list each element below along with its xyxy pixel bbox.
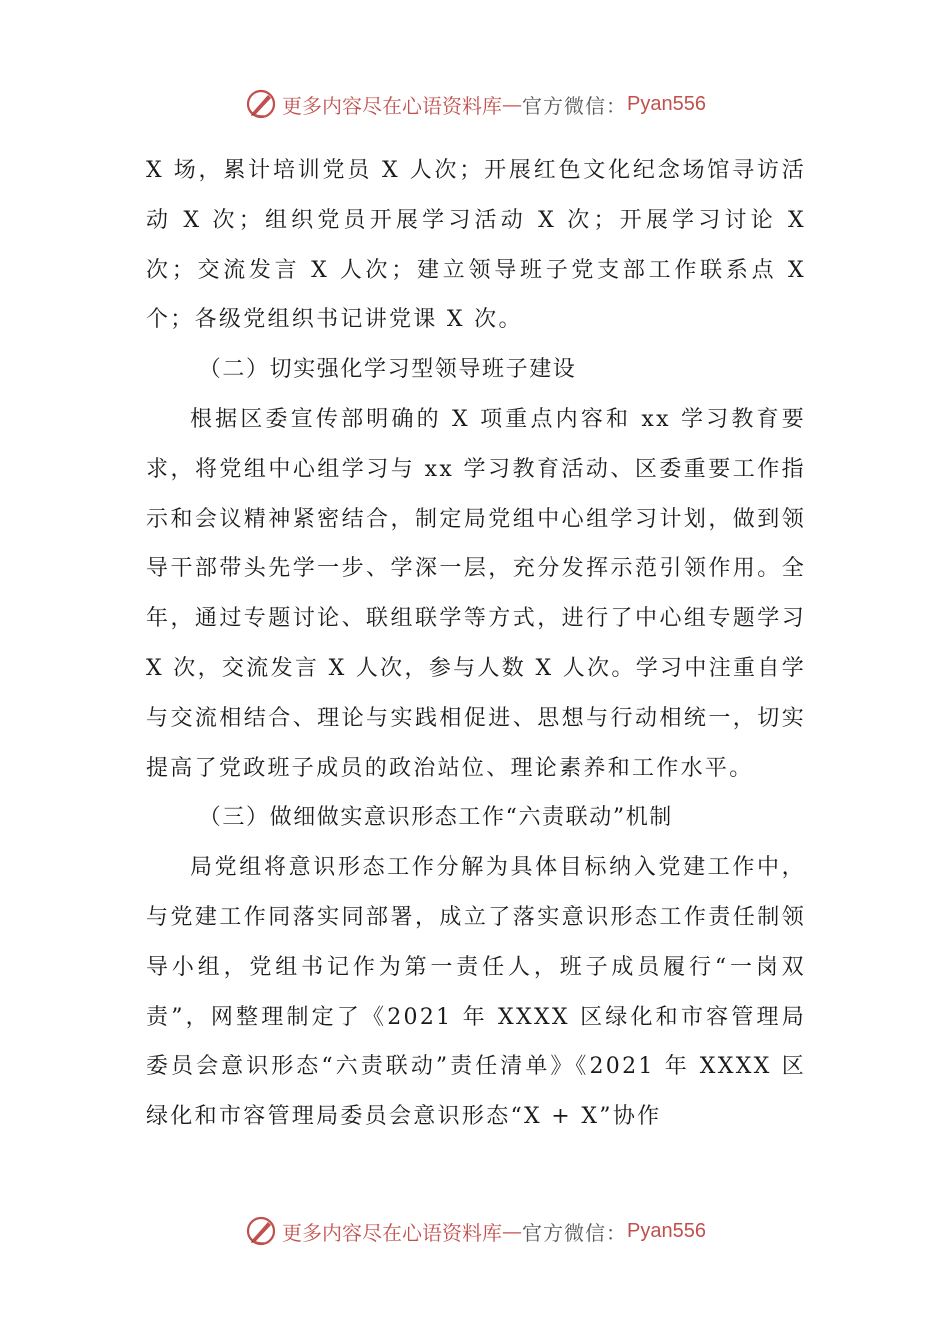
banner-main-text: 更多内容尽在心语资料库 xyxy=(282,93,503,118)
banner-dash: — xyxy=(502,1219,523,1243)
banner-wechat-id: Pyan556 xyxy=(627,1219,706,1242)
banner-main-text: 更多内容尽在心语资料库 xyxy=(282,1220,503,1245)
section-heading-2: （二）切实强化学习型领导班子建设 xyxy=(198,357,577,383)
banner-dash: — xyxy=(502,92,523,116)
paragraph-ideology-work: 局党组将意识形态工作分解为具体目标纳入党建工作中，与党建工作同落实同部署，成立了落实意识形态工作责任制领导小组，党组书记作为第一责任人，班子成员履行“一岗双责”，网整理制定了《2021 年 XXXX 区绿化和市容管理局委员会意识形态“六责联动”责任清单》《2021 年 XXXX 区绿化和市容管理局委员会意识形态“X + X”协作 xyxy=(146,855,806,1130)
paragraph-continuation: X 场，累计培训党员 X 人次；开展红色文化纪念场馆寻访活动 X 次；组织党员开展学习活动 X 次；开展学习讨论 X 次；交流发言 X 人次；建立领导班子党支部工作联系点 X 个；各级党组织书记讲党课 X 次。 xyxy=(146,158,806,333)
header-banner xyxy=(0,84,950,124)
paragraph-leadership-study: 根据区委宣传部明确的 X 项重点内容和 xx 学习教育要求，将党组中心组学习与 xx 学习教育活动、区委重要工作指示和会议精神紧密结合，制定局党组中心组学习计划，做到领导干部带头先学一步、学深一层，充分发挥示范引领作用。全年，通过专题讨论、联组联学等方式，进行了中心组专题学习 X 次，交流发言 X 人次，参与人数 X 人次。学习中注重自学与交流相结合、理论与实践相促进、思想与行动相统一，切实提高了党政班子成员的政治站位、理论素养和工作水平。 xyxy=(146,406,806,781)
banner-label: 官方微信： xyxy=(522,93,628,118)
pen-logo-icon xyxy=(244,1214,278,1248)
banner-label: 官方微信： xyxy=(522,1220,628,1245)
section-heading-3: （三）做细做实意识形态工作“六责联动”机制 xyxy=(198,805,673,831)
body-text xyxy=(146,146,806,1142)
pen-logo-icon xyxy=(244,87,278,121)
footer-banner xyxy=(0,1211,950,1251)
banner-wechat-id: Pyan556 xyxy=(627,92,706,115)
